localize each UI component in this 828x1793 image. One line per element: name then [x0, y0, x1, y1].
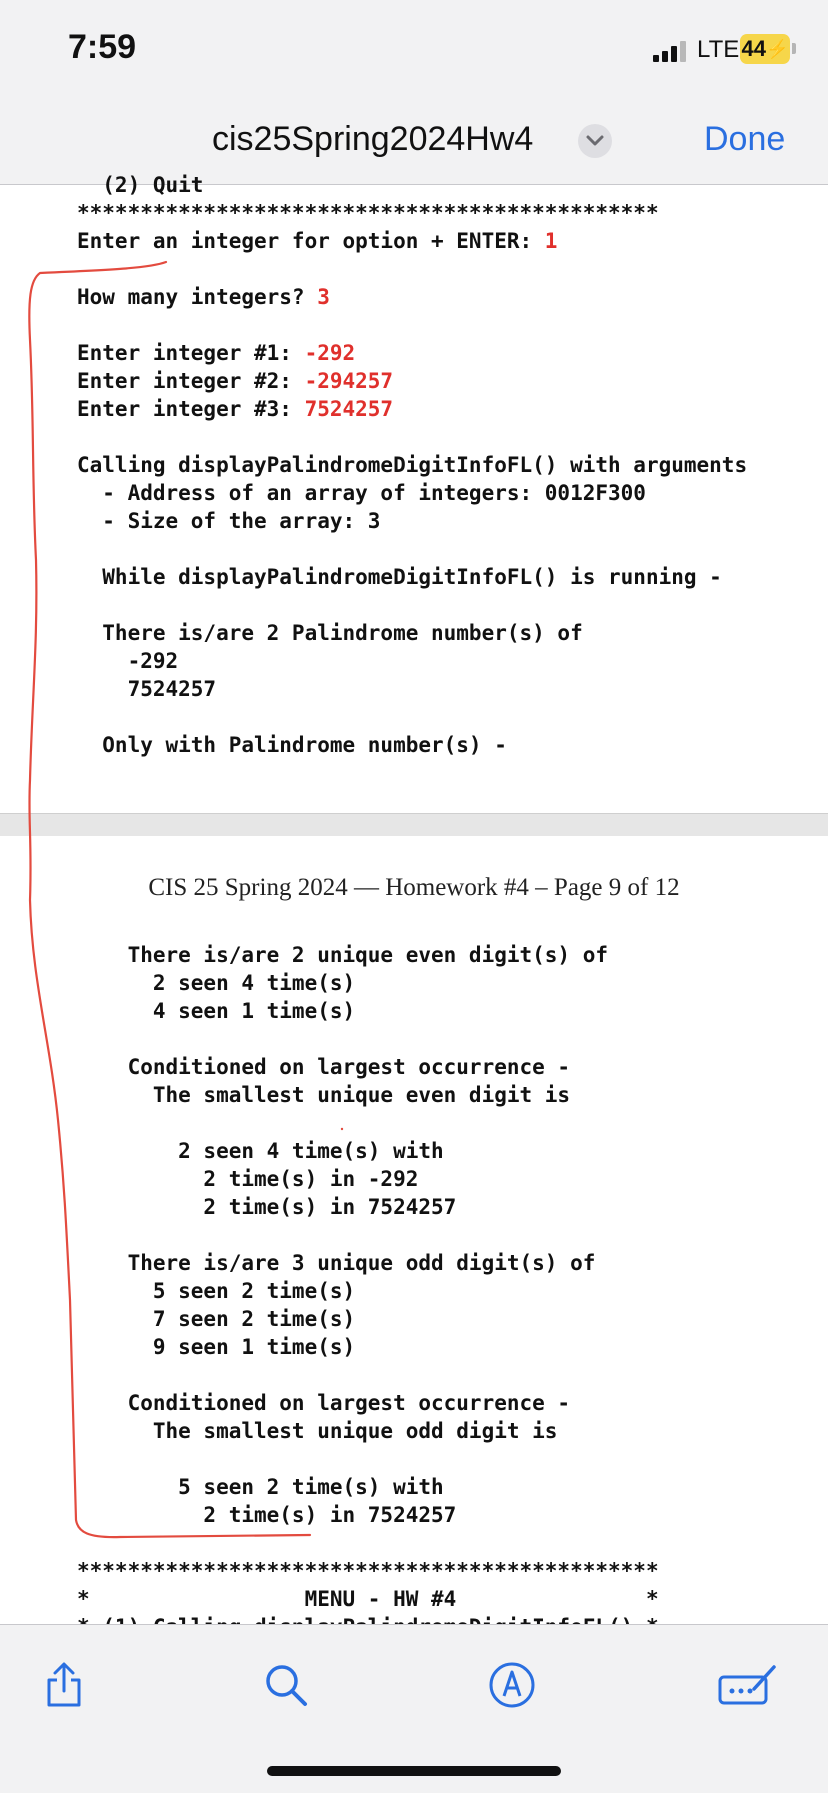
console-line	[77, 1417, 659, 1445]
console-line	[77, 1277, 659, 1305]
output-text: * MENU - HW #4 *	[77, 1587, 659, 1611]
output-text: 2 seen 4 time(s)	[77, 971, 356, 995]
console-line	[77, 1585, 659, 1613]
output-text: 5 seen 2 time(s) with	[77, 1475, 444, 1499]
share-icon	[42, 1661, 86, 1709]
console-line	[77, 1445, 659, 1473]
output-text: While displayPalindromeDigitInfoFL() is running -	[77, 565, 722, 589]
console-line	[77, 423, 747, 451]
console-line	[77, 1193, 659, 1221]
console-line	[77, 255, 747, 283]
output-text: The smallest unique odd digit is	[77, 1419, 558, 1443]
console-line	[77, 941, 659, 969]
user-input-text: -292	[304, 341, 356, 365]
console-line	[77, 1053, 659, 1081]
output-text: 7524257	[77, 677, 217, 701]
console-line	[77, 395, 747, 423]
console-line	[77, 1249, 659, 1277]
output-text: There is/are 2 Palindrome number(s) of	[77, 621, 583, 645]
console-line	[77, 1473, 659, 1501]
output-text: 5 seen 2 time(s)	[77, 1279, 356, 1303]
console-line	[77, 1221, 659, 1249]
search-icon	[262, 1661, 310, 1709]
console-line	[77, 507, 747, 535]
battery-icon: 44 ⚡	[740, 34, 790, 64]
output-text: Calling displayPalindromeDigitInfoFL() with arguments	[77, 453, 748, 477]
document-page-9	[0, 836, 828, 1624]
page-header: CIS 25 Spring 2024 — Homework #4 – Page 9 of 12	[148, 874, 680, 901]
console-line	[77, 675, 747, 703]
console-line	[77, 535, 747, 563]
console-line	[77, 171, 747, 199]
output-text: 7 seen 2 time(s)	[77, 1307, 356, 1331]
user-input-text: 7524257	[304, 397, 394, 421]
console-line	[77, 591, 747, 619]
console-line	[77, 647, 747, 675]
console-line	[77, 311, 747, 339]
output-text: 9 seen 1 time(s)	[77, 1335, 356, 1359]
battery-level: 44	[741, 36, 767, 61]
search-button[interactable]	[258, 1657, 314, 1713]
output-text: -292	[77, 649, 179, 673]
console-line	[77, 451, 747, 479]
output-text: How many integers?	[77, 285, 318, 309]
console-line	[77, 997, 659, 1025]
title-menu-button[interactable]	[578, 124, 612, 158]
console-line	[77, 227, 747, 255]
console-line	[77, 563, 747, 591]
chevron-down-icon	[586, 135, 604, 147]
console-line	[77, 1333, 659, 1361]
output-text: **********************************************	[77, 1559, 659, 1583]
console-line	[77, 479, 747, 507]
output-text: 2 seen 4 time(s) with	[77, 1139, 444, 1163]
page-separator	[0, 813, 828, 838]
user-input-text: 1	[544, 229, 558, 253]
console-line	[77, 1137, 659, 1165]
console-line	[77, 1305, 659, 1333]
console-line	[77, 703, 747, 731]
status-time: 7:59	[68, 28, 137, 66]
output-text: - Size of the array: 3	[77, 509, 381, 533]
cellular-signal-icon	[653, 40, 689, 62]
console-line	[77, 1361, 659, 1389]
annotate-button[interactable]	[716, 1657, 780, 1713]
output-text: Only with Palindrome number(s) -	[77, 733, 507, 757]
console-line	[77, 1557, 659, 1585]
output-text: Enter integer #1:	[77, 341, 305, 365]
document-page-8	[0, 173, 828, 813]
done-button[interactable]: Done	[704, 120, 786, 158]
console-line	[77, 619, 747, 647]
user-input-text: 3	[317, 285, 330, 309]
console-line	[77, 367, 747, 395]
output-text: **********************************************	[77, 201, 659, 225]
output-text: 2 time(s) in 7524257	[77, 1195, 457, 1219]
output-text: Conditioned on largest occurrence -	[77, 1055, 571, 1079]
output-text: 2 time(s) in -292	[77, 1167, 419, 1191]
output-text: - Address of an array of integers: 0012F300	[77, 481, 646, 505]
home-indicator	[267, 1766, 561, 1776]
user-input-text: -294257	[304, 369, 394, 393]
document-title[interactable]: cis25Spring2024Hw4	[212, 120, 534, 158]
markup-icon	[487, 1660, 537, 1710]
output-text: Enter integer #2:	[77, 369, 305, 393]
output-text: (2) Quit	[77, 173, 204, 197]
annotate-icon	[716, 1661, 780, 1709]
output-text: The smallest unique even digit is	[77, 1083, 571, 1107]
status-bar	[0, 0, 828, 100]
console-line	[77, 1165, 659, 1193]
network-type: LTE	[697, 36, 740, 63]
console-line	[77, 969, 659, 997]
console-output	[77, 171, 747, 759]
output-text: Enter an integer for option + ENTER:	[77, 229, 545, 253]
console-line	[77, 1501, 659, 1529]
output-text: There is/are 2 unique even digit(s) of	[77, 943, 609, 967]
output-text: Conditioned on largest occurrence -	[77, 1391, 571, 1415]
console-line	[77, 1025, 659, 1053]
console-line	[77, 1109, 659, 1137]
output-text: 4 seen 1 time(s)	[77, 999, 356, 1023]
output-text: 2 time(s) in 7524257	[77, 1503, 457, 1527]
output-text: There is/are 3 unique odd digit(s) of	[77, 1251, 596, 1275]
output-text: Enter integer #3:	[77, 397, 305, 421]
console-line	[77, 339, 747, 367]
markup-button[interactable]	[484, 1657, 540, 1713]
console-line	[77, 199, 747, 227]
battery-tip	[792, 43, 796, 54]
console-line	[77, 1389, 659, 1417]
console-line	[77, 1529, 659, 1557]
share-button[interactable]	[36, 1657, 92, 1713]
console-line	[77, 731, 747, 759]
console-output	[77, 941, 659, 1641]
console-line	[77, 283, 747, 311]
console-line	[77, 1081, 659, 1109]
